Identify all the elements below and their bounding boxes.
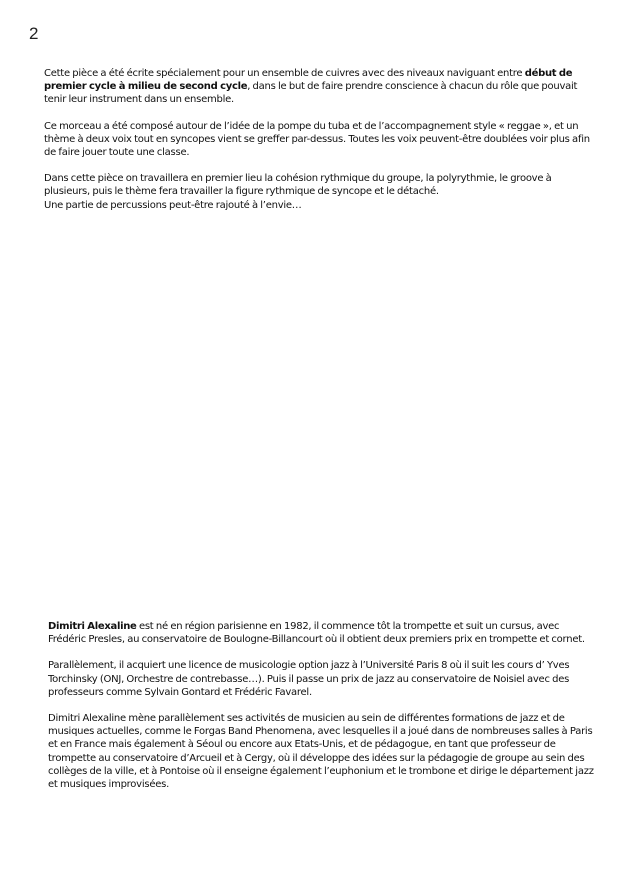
intro-paragraph-1-text-a: Cette pièce a été écrite spécialement pour un ensemble de cuivres avec des niveaux naviguant entre xyxy=(44,68,525,79)
bio-paragraph-1-text: est né en région parisienne en 1982, il commence tôt la trompette et suit un cursus, avec Frédéric Presles, au conservatoire de Boulogne-Billancourt où il obtient deux premiers prix en trompette et cornet. xyxy=(48,621,585,646)
level-range-highlight: début de premier cycle à milieu de second cycle xyxy=(44,68,573,93)
intro-paragraph-1 xyxy=(44,67,594,107)
intro-paragraph-3: Dans cette pièce on travaillera en premier lieu la cohésion rythmique du groupe, la polyrythmie, le groove à plusieurs, puis le thème fera travailler la figure rythmique de syncope et le détaché. xyxy=(44,173,552,198)
page-number: 2 xyxy=(29,24,39,43)
intro-section xyxy=(44,67,594,225)
biography-section xyxy=(48,620,598,804)
intro-paragraph-4: Une partie de percussions peut-être rajouté à l’envie… xyxy=(44,199,302,211)
intro-paragraph-1-text-b: , dans le but de faire prendre conscience à chacun du rôle que pouvait tenir leur instrument dans un ensemble. xyxy=(44,81,578,106)
bio-paragraph-3: Dimitri Alexaline mène parallèlement ses activités de musicien au sein de différentes formations de jazz et de musiques actuelles, comme le Forgas Band Phenomena, avec lesquelles il a joué dans de nombreuses salles à Paris et en France mais également à Séoul ou encore aux Etats-Unis, et de pédagogue, en tant que professeur de trompette au conservatoire d’Arcueil et à Cergy, où il développe des idées sur la pédagogie de groupe au sein des collèges de la ville, et à Pontoise où il enseigne également l’euphonium et le trombone et dirige le département jazz et musiques improvisées. xyxy=(48,713,594,791)
composer-name: Dimitri Alexaline xyxy=(48,621,137,632)
bio-paragraph-1 xyxy=(48,620,598,646)
intro-paragraph-2: Ce morceau a été composé autour de l’idée de la pompe du tuba et de l’accompagnement style « reggae », et un thème à deux voix tout en syncopes vient se greffer par-dessus. Toutes les voix peuvent-être doublées voir plus afin de faire jouer toute une classe. xyxy=(44,120,590,159)
bio-paragraph-2: Parallèlement, il acquiert une licence de musicologie option jazz à l’Université Paris 8 où il suit les cours d’ Yves Torchinsky (ONJ, Orchestre de contrebasse…). Puis il passe un prix de jazz au conservatoire de Noisiel avec des professeurs comme Sylvain Gontard et Frédéric Favarel. xyxy=(48,660,570,698)
